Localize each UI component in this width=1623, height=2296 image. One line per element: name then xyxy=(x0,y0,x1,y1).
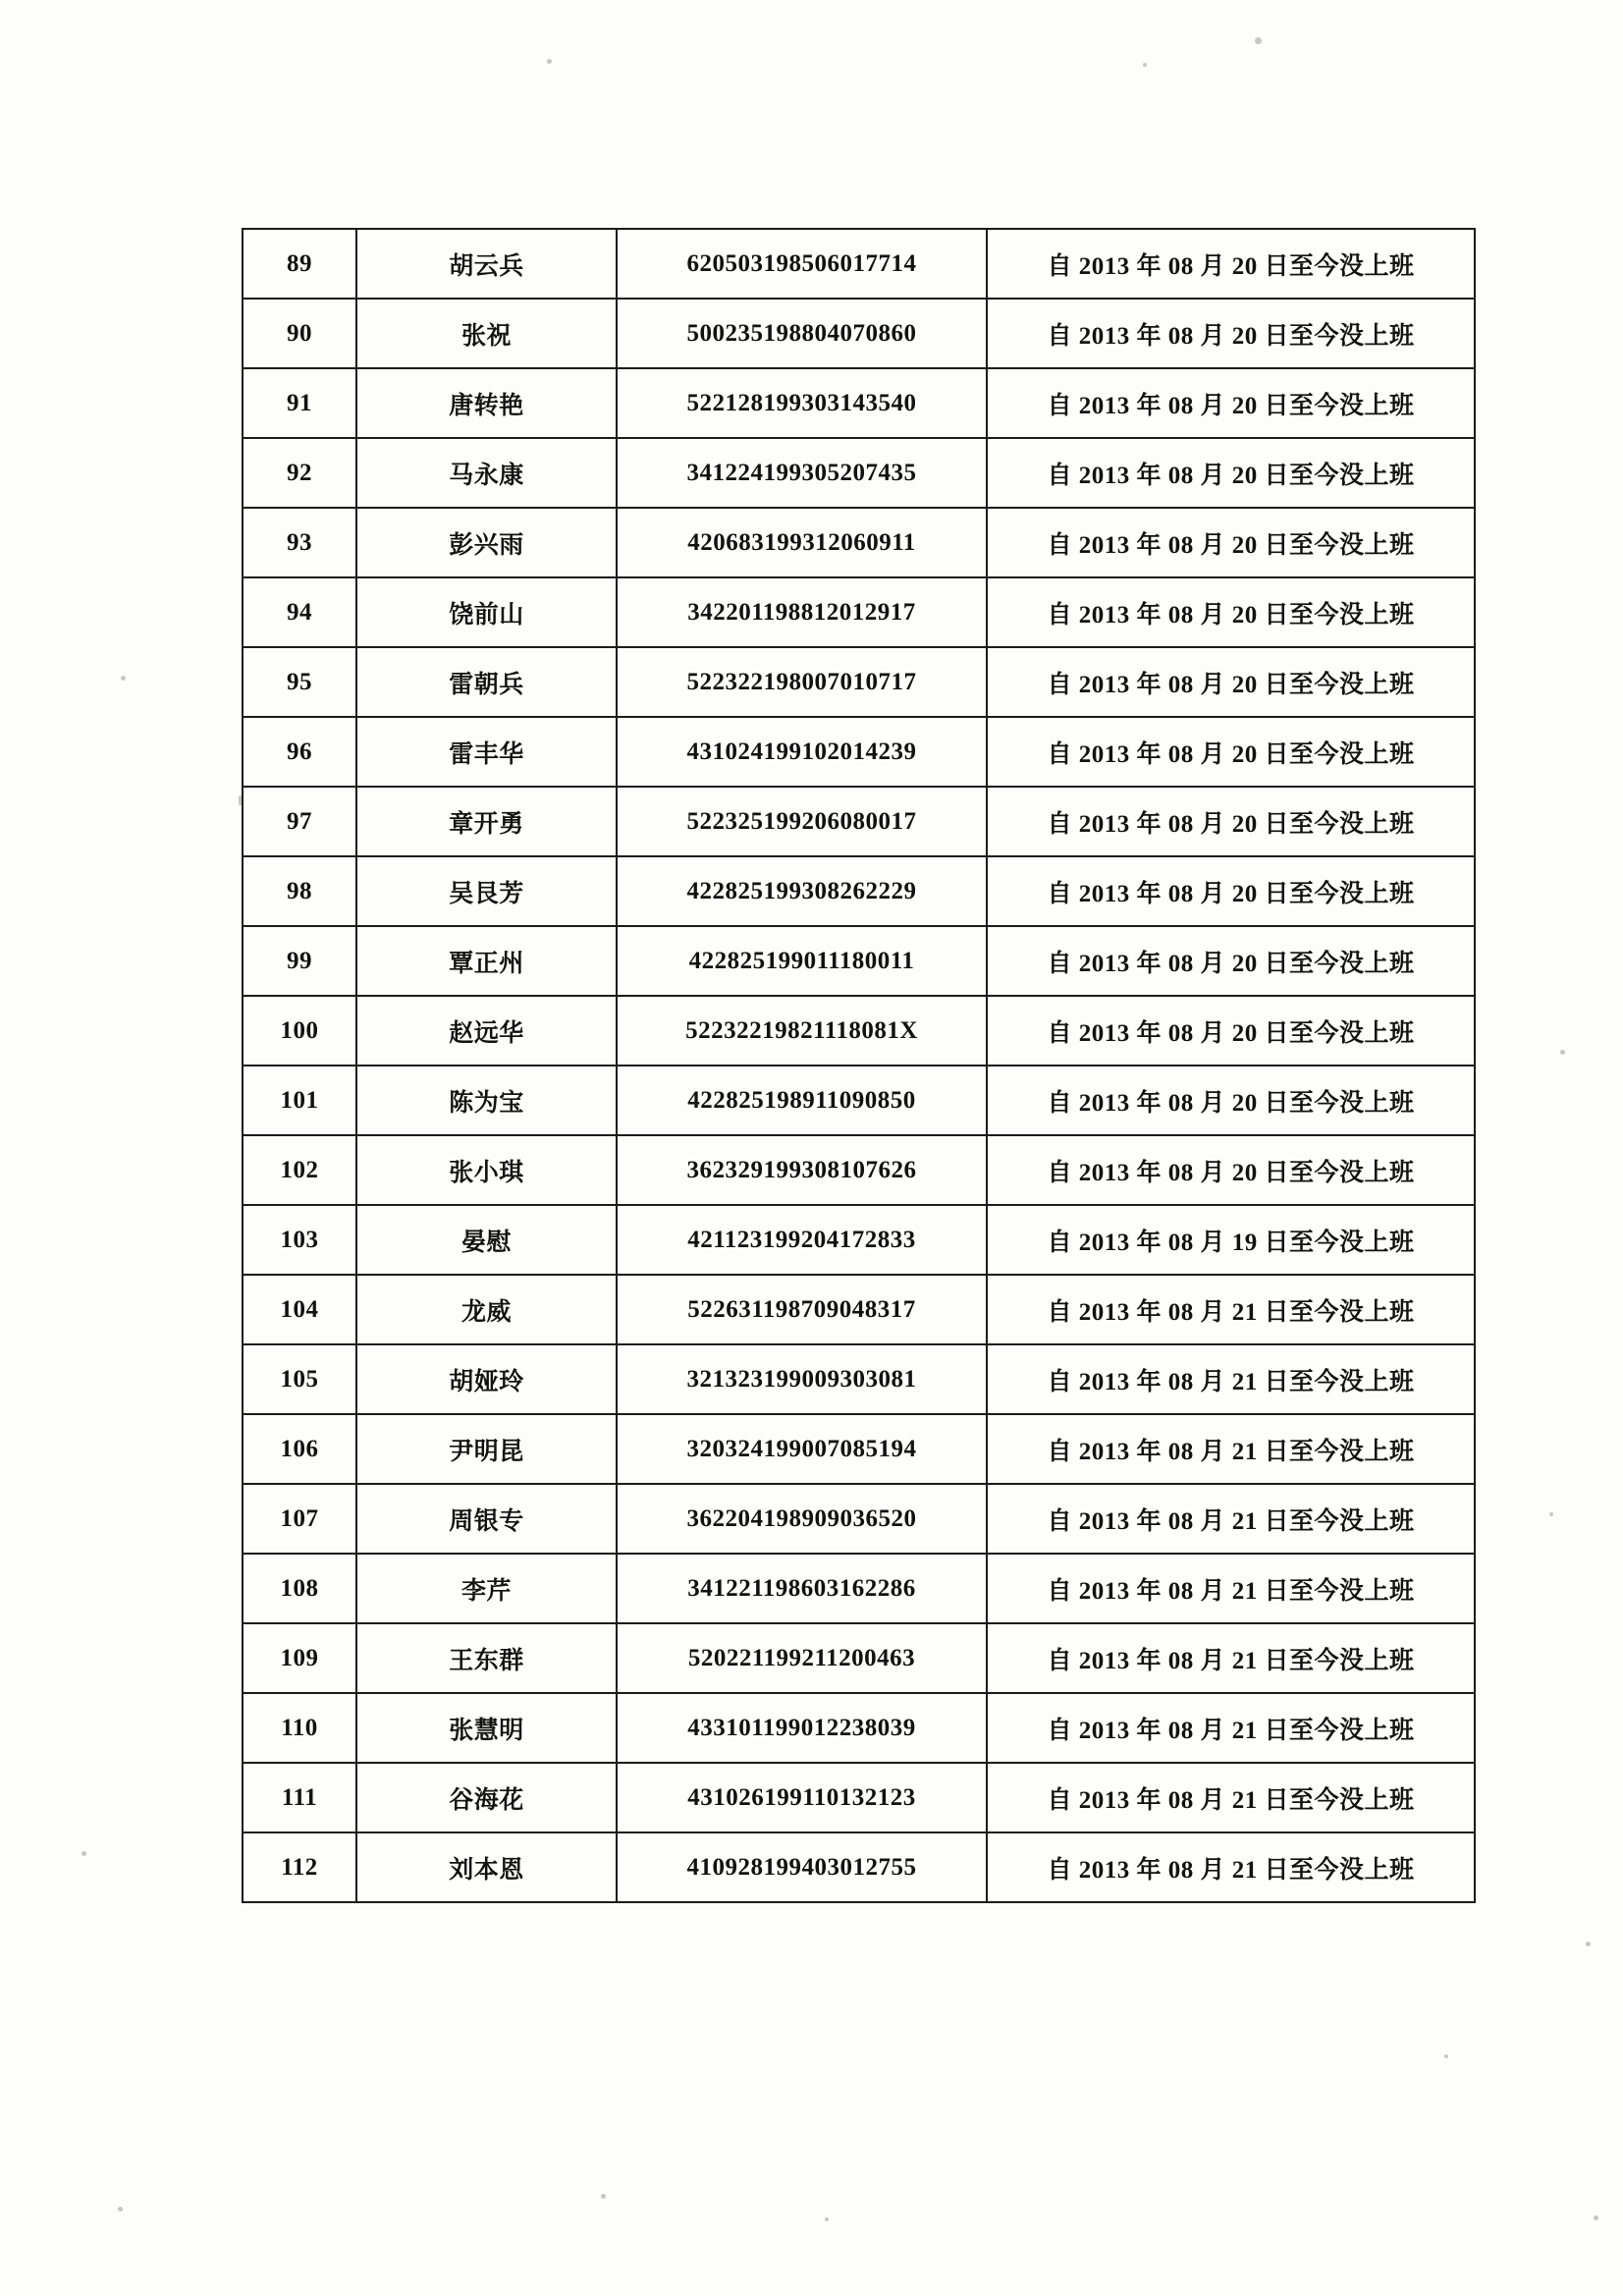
row-name: 陈为宝 xyxy=(356,1066,617,1135)
row-index: 106 xyxy=(243,1414,356,1484)
row-index: 112 xyxy=(243,1832,356,1902)
scan-speck xyxy=(121,676,126,681)
table-row xyxy=(243,1693,1475,1763)
row-absence-note: 自 2013 年 08 月 20 日至今没上班 xyxy=(987,1066,1475,1135)
row-index: 101 xyxy=(243,1066,356,1135)
row-id-number: 431026199110132123 xyxy=(617,1763,987,1832)
row-index: 111 xyxy=(243,1763,356,1832)
row-id-number: 431024199102014239 xyxy=(617,717,987,787)
row-name: 刘本恩 xyxy=(356,1832,617,1902)
row-id-number: 522631198709048317 xyxy=(617,1275,987,1344)
row-index: 92 xyxy=(243,438,356,508)
table-row xyxy=(243,1205,1475,1275)
scan-speck xyxy=(81,1851,86,1856)
table-row xyxy=(243,299,1475,368)
row-absence-note: 自 2013 年 08 月 20 日至今没上班 xyxy=(987,647,1475,717)
row-absence-note: 自 2013 年 08 月 20 日至今没上班 xyxy=(987,577,1475,647)
row-name: 张祝 xyxy=(356,299,617,368)
table-row xyxy=(243,926,1475,996)
row-id-number: 522128199303143540 xyxy=(617,368,987,438)
table-body xyxy=(243,229,1475,1902)
table-row xyxy=(243,1832,1475,1902)
table-row xyxy=(243,1135,1475,1205)
table-row xyxy=(243,856,1475,926)
row-absence-note: 自 2013 年 08 月 21 日至今没上班 xyxy=(987,1275,1475,1344)
row-index: 108 xyxy=(243,1554,356,1623)
row-id-number: 500235198804070860 xyxy=(617,299,987,368)
row-index: 105 xyxy=(243,1344,356,1414)
row-name: 周银专 xyxy=(356,1484,617,1554)
scan-speck xyxy=(825,2217,829,2221)
row-name: 马永康 xyxy=(356,438,617,508)
row-name: 赵远华 xyxy=(356,996,617,1066)
row-name: 唐转艳 xyxy=(356,368,617,438)
row-absence-note: 自 2013 年 08 月 20 日至今没上班 xyxy=(987,996,1475,1066)
row-absence-note: 自 2013 年 08 月 21 日至今没上班 xyxy=(987,1554,1475,1623)
scan-speck xyxy=(547,59,552,64)
row-absence-note: 自 2013 年 08 月 21 日至今没上班 xyxy=(987,1484,1475,1554)
row-index: 96 xyxy=(243,717,356,787)
row-absence-note: 自 2013 年 08 月 20 日至今没上班 xyxy=(987,856,1475,926)
row-absence-note: 自 2013 年 08 月 20 日至今没上班 xyxy=(987,787,1475,856)
row-index: 94 xyxy=(243,577,356,647)
scan-speck xyxy=(1594,2215,1598,2220)
row-absence-note: 自 2013 年 08 月 21 日至今没上班 xyxy=(987,1693,1475,1763)
scan-speck xyxy=(1560,1050,1565,1055)
row-index: 90 xyxy=(243,299,356,368)
table-row xyxy=(243,508,1475,577)
row-name: 胡云兵 xyxy=(356,229,617,299)
scan-speck xyxy=(1586,1941,1591,1946)
row-id-number: 341224199305207435 xyxy=(617,438,987,508)
row-name: 吴艮芳 xyxy=(356,856,617,926)
row-absence-note: 自 2013 年 08 月 20 日至今没上班 xyxy=(987,717,1475,787)
row-id-number: 362329199308107626 xyxy=(617,1135,987,1205)
row-name: 覃正州 xyxy=(356,926,617,996)
row-index: 102 xyxy=(243,1135,356,1205)
table-row xyxy=(243,368,1475,438)
row-absence-note: 自 2013 年 08 月 21 日至今没上班 xyxy=(987,1344,1475,1414)
row-name: 彭兴雨 xyxy=(356,508,617,577)
row-name: 胡娅玲 xyxy=(356,1344,617,1414)
table-row xyxy=(243,717,1475,787)
scan-speck xyxy=(118,2207,123,2212)
row-index: 104 xyxy=(243,1275,356,1344)
row-id-number: 320324199007085194 xyxy=(617,1414,987,1484)
row-id-number: 362204198909036520 xyxy=(617,1484,987,1554)
row-id-number: 422825199011180011 xyxy=(617,926,987,996)
row-index: 107 xyxy=(243,1484,356,1554)
row-id-number: 52232219821118081X xyxy=(617,996,987,1066)
table-row xyxy=(243,229,1475,299)
table-row xyxy=(243,1484,1475,1554)
table-row xyxy=(243,787,1475,856)
scan-speck xyxy=(601,2194,606,2199)
row-id-number: 522322198007010717 xyxy=(617,647,987,717)
row-index: 99 xyxy=(243,926,356,996)
row-id-number: 433101199012238039 xyxy=(617,1693,987,1763)
row-index: 109 xyxy=(243,1623,356,1693)
row-absence-note: 自 2013 年 08 月 21 日至今没上班 xyxy=(987,1832,1475,1902)
table-row xyxy=(243,1623,1475,1693)
table-row xyxy=(243,1554,1475,1623)
scan-speck xyxy=(1255,37,1262,44)
row-absence-note: 自 2013 年 08 月 20 日至今没上班 xyxy=(987,926,1475,996)
table-row xyxy=(243,1066,1475,1135)
row-name: 龙威 xyxy=(356,1275,617,1344)
table-row xyxy=(243,996,1475,1066)
row-absence-note: 自 2013 年 08 月 20 日至今没上班 xyxy=(987,508,1475,577)
row-id-number: 342201198812012917 xyxy=(617,577,987,647)
row-absence-note: 自 2013 年 08 月 20 日至今没上班 xyxy=(987,368,1475,438)
scan-speck xyxy=(1143,63,1147,67)
row-index: 91 xyxy=(243,368,356,438)
row-name: 章开勇 xyxy=(356,787,617,856)
row-absence-note: 自 2013 年 08 月 21 日至今没上班 xyxy=(987,1763,1475,1832)
row-absence-note: 自 2013 年 08 月 20 日至今没上班 xyxy=(987,438,1475,508)
row-absence-note: 自 2013 年 08 月 19 日至今没上班 xyxy=(987,1205,1475,1275)
row-id-number: 421123199204172833 xyxy=(617,1205,987,1275)
scan-speck xyxy=(1444,2054,1448,2058)
table-row xyxy=(243,438,1475,508)
row-index: 98 xyxy=(243,856,356,926)
row-absence-note: 自 2013 年 08 月 20 日至今没上班 xyxy=(987,299,1475,368)
row-id-number: 422825199308262229 xyxy=(617,856,987,926)
row-index: 89 xyxy=(243,229,356,299)
row-name: 张慧明 xyxy=(356,1693,617,1763)
table-row xyxy=(243,1414,1475,1484)
row-id-number: 341221198603162286 xyxy=(617,1554,987,1623)
table-row xyxy=(243,1763,1475,1832)
absence-roster-table xyxy=(242,228,1476,1903)
row-index: 97 xyxy=(243,787,356,856)
row-index: 95 xyxy=(243,647,356,717)
row-id-number: 321323199009303081 xyxy=(617,1344,987,1414)
table-row xyxy=(243,1275,1475,1344)
row-id-number: 410928199403012755 xyxy=(617,1832,987,1902)
row-name: 李芹 xyxy=(356,1554,617,1623)
row-name: 尹明昆 xyxy=(356,1414,617,1484)
row-name: 晏慰 xyxy=(356,1205,617,1275)
row-name: 王东群 xyxy=(356,1623,617,1693)
row-name: 饶前山 xyxy=(356,577,617,647)
row-absence-note: 自 2013 年 08 月 20 日至今没上班 xyxy=(987,229,1475,299)
row-id-number: 420683199312060911 xyxy=(617,508,987,577)
row-absence-note: 自 2013 年 08 月 21 日至今没上班 xyxy=(987,1623,1475,1693)
row-name: 张小琪 xyxy=(356,1135,617,1205)
absence-roster-table-container xyxy=(242,228,1434,1903)
row-absence-note: 自 2013 年 08 月 20 日至今没上班 xyxy=(987,1135,1475,1205)
row-id-number: 520221199211200463 xyxy=(617,1623,987,1693)
row-name: 雷丰华 xyxy=(356,717,617,787)
table-row xyxy=(243,577,1475,647)
row-absence-note: 自 2013 年 08 月 21 日至今没上班 xyxy=(987,1414,1475,1484)
table-row xyxy=(243,647,1475,717)
row-name: 谷海花 xyxy=(356,1763,617,1832)
row-id-number: 620503198506017714 xyxy=(617,229,987,299)
row-name: 雷朝兵 xyxy=(356,647,617,717)
row-index: 103 xyxy=(243,1205,356,1275)
row-id-number: 522325199206080017 xyxy=(617,787,987,856)
table-row xyxy=(243,1344,1475,1414)
row-index: 110 xyxy=(243,1693,356,1763)
row-index: 93 xyxy=(243,508,356,577)
scan-speck xyxy=(1549,1512,1553,1516)
row-id-number: 422825198911090850 xyxy=(617,1066,987,1135)
row-index: 100 xyxy=(243,996,356,1066)
